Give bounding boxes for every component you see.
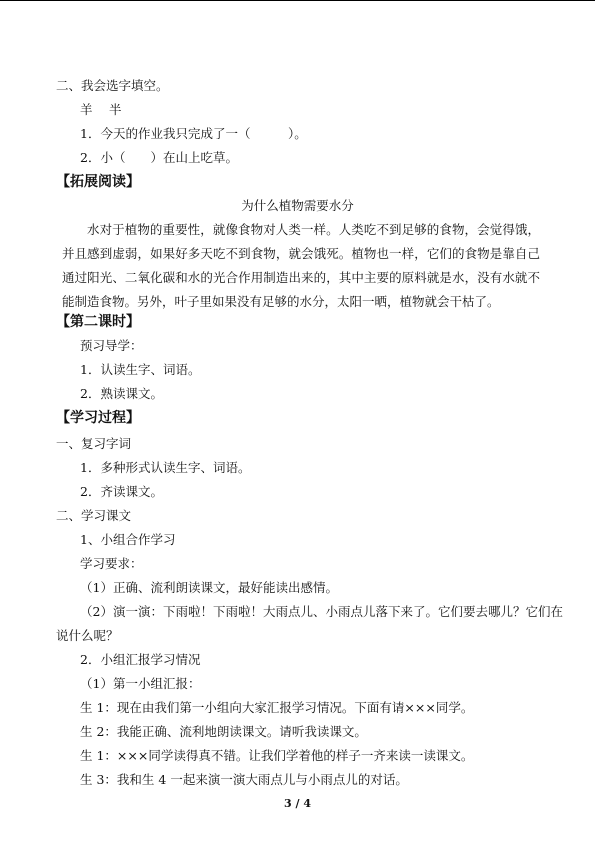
report-group1: （1）第一小组汇报： (80, 676, 201, 691)
requirement-1: （1）正确、流利朗读课文，最好能读出感情。 (80, 580, 338, 595)
top-border (0, 0, 595, 1)
group-work-title: 1、小组合作学习 (80, 532, 176, 547)
preview-item-2: 2．熟读课文。 (80, 386, 163, 401)
review-item-2: 2．齐读课文。 (80, 484, 163, 499)
preview-guide-label: 预习导学： (80, 338, 143, 353)
word-choices: 羊 半 (80, 102, 122, 117)
requirement-2-line1: （2）演一演：下雨啦！下雨啦！大雨点儿、小雨点儿落下来了。它们要去哪儿？它们在 (80, 604, 563, 619)
preview-item-1: 1．认读生字、词语。 (80, 362, 201, 377)
lesson2-heading: 【第二课时】 (56, 314, 140, 330)
review-title: 一、复习字词 (56, 436, 132, 451)
requirements-label: 学习要求： (80, 556, 143, 571)
dialog-line-2: 生 2：我能正确、流利地朗读课文。请听我读课文。 (80, 724, 367, 739)
dialog-line-4: 生 3：我和生 4 一起来演一演大雨点儿与小雨点儿的对话。 (80, 772, 408, 787)
review-item-1: 1．多种形式认读生字、词语。 (80, 460, 251, 475)
dialog-line-1: 生 1：现在由我们第一小组向大家汇报学习情况。下面有请×××同学。 (80, 700, 474, 715)
dialog-line-3: 生 1：×××同学读得真不错。让我们学着他的样子一齐来读一读课文。 (80, 748, 474, 763)
reading-heading: 【拓展阅读】 (56, 174, 140, 190)
fill-item-1: 1．今天的作业我只完成了一（ ）。 (80, 126, 307, 141)
learn-title: 二、学习课文 (56, 508, 132, 523)
page-number: 3 / 4 (284, 797, 311, 810)
reading-title: 为什么植物需要水分 (241, 198, 354, 213)
report-title: 2．小组汇报学习情况 (80, 652, 201, 667)
section2-title: 二、我会选字填空。 (56, 78, 169, 93)
reading-paragraph: 水对于植物的重要性，就像食物对人类一样。人类吃不到足够的食物，会觉得饿，并且感到虚弱，如果好多天吃不到食物，就会饿死。植物也一样，它们的食物是靠自己通过阳光、二氧化碳和水的光合作用制造出来的，其中主要的原料就是水，没有水就不能制造食物。另外，叶子里如果没有足够的水分，太阳一晒，植物就会干枯了。 (62, 222, 540, 309)
requirement-2-line2: 说什么呢？ (56, 628, 119, 643)
process-heading: 【学习过程】 (56, 410, 140, 426)
fill-item-2: 2．小（ ）在山上吃草。 (80, 150, 238, 165)
